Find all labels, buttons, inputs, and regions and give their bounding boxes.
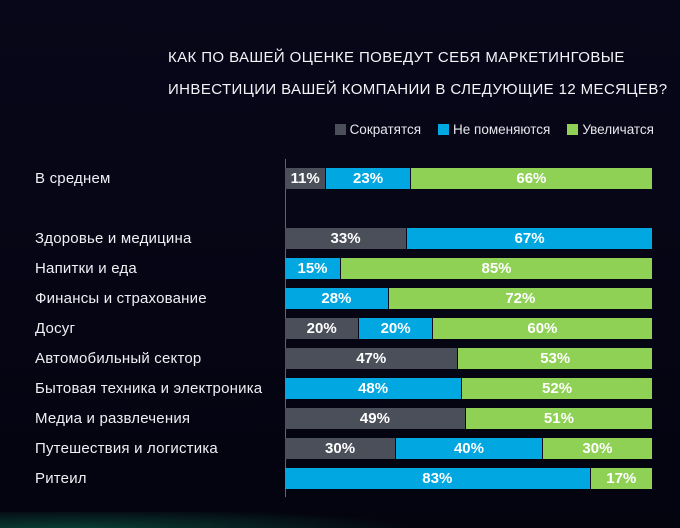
bar-segment: 33% (285, 228, 406, 249)
category-label: Ритеил (35, 470, 87, 487)
chart-title (168, 42, 667, 106)
bar-track (285, 168, 652, 189)
bar-segment: 52% (461, 378, 652, 399)
chart-row (0, 258, 652, 279)
chart-row (0, 288, 652, 309)
bar-track (285, 258, 652, 279)
bar-track (285, 348, 652, 369)
legend-label: Увеличатся (582, 122, 654, 137)
bar-segment: 15% (285, 258, 340, 279)
bar-segment: 66% (410, 168, 652, 189)
chart-row (0, 468, 652, 489)
legend-label: Сократятся (349, 122, 422, 137)
category-label: Медиа и развлечения (35, 410, 191, 427)
chart-row (0, 228, 652, 249)
bar-segment: 20% (285, 318, 358, 339)
bar-segment: 53% (457, 348, 652, 369)
bar-segment: 83% (285, 468, 590, 489)
bar-segment: 67% (406, 228, 652, 249)
bar-segment: 30% (285, 438, 395, 459)
bar-segment: 20% (358, 318, 431, 339)
bar-segment: 30% (542, 438, 652, 459)
bar-track (285, 438, 652, 459)
legend-swatch (335, 124, 346, 135)
category-label: Автомобильный сектор (35, 350, 202, 367)
chart-rows (0, 168, 652, 498)
bar-track (285, 408, 652, 429)
chart-title-line-2: ИНВЕСТИЦИИ ВАШЕЙ КОМПАНИИ В СЛЕДУЮЩИЕ 12 МЕСЯЦЕВ? (168, 81, 668, 98)
category-label: Напитки и еда (35, 260, 137, 277)
chart-title-line-1: КАК ПО ВАШЕЙ ОЦЕНКЕ ПОВЕДУТ СЕБЯ МАРКЕТИНГОВЫЕ (168, 49, 625, 66)
bar-segment: 28% (285, 288, 388, 309)
bar-segment: 60% (432, 318, 652, 339)
bar-track (285, 288, 652, 309)
chart-row (0, 378, 652, 399)
bar-segment: 48% (285, 378, 461, 399)
category-label: Досуг (35, 320, 76, 337)
legend-swatch (567, 124, 578, 135)
category-label: В среднем (35, 170, 111, 187)
bar-segment: 11% (285, 168, 325, 189)
bar-segment: 51% (465, 408, 652, 429)
chart-row (0, 438, 652, 459)
bar-track (285, 228, 652, 249)
legend-item (335, 122, 421, 137)
bar-track (285, 378, 652, 399)
bar-track (285, 318, 652, 339)
chart-row (0, 168, 652, 189)
bottom-glow-decoration (0, 512, 680, 528)
chart-legend (335, 122, 654, 137)
chart-row (0, 318, 652, 339)
category-label: Путешествия и логистика (35, 440, 218, 457)
bar-segment: 49% (285, 408, 465, 429)
bar-segment: 17% (590, 468, 652, 489)
legend-label: Не поменяются (453, 122, 551, 137)
category-label: Бытовая техника и электроника (35, 380, 263, 397)
chart-row (0, 348, 652, 369)
bar-segment: 47% (285, 348, 457, 369)
bar-track (285, 468, 652, 489)
chart-row (0, 408, 652, 429)
category-label: Финансы и страхование (35, 290, 207, 307)
legend-swatch (438, 124, 449, 135)
bar-segment: 72% (388, 288, 652, 309)
legend-item (567, 122, 654, 137)
bar-segment: 23% (325, 168, 409, 189)
category-label: Здоровье и медицина (35, 230, 192, 247)
bar-segment: 85% (340, 258, 652, 279)
bar-segment: 40% (395, 438, 542, 459)
legend-item (438, 122, 550, 137)
